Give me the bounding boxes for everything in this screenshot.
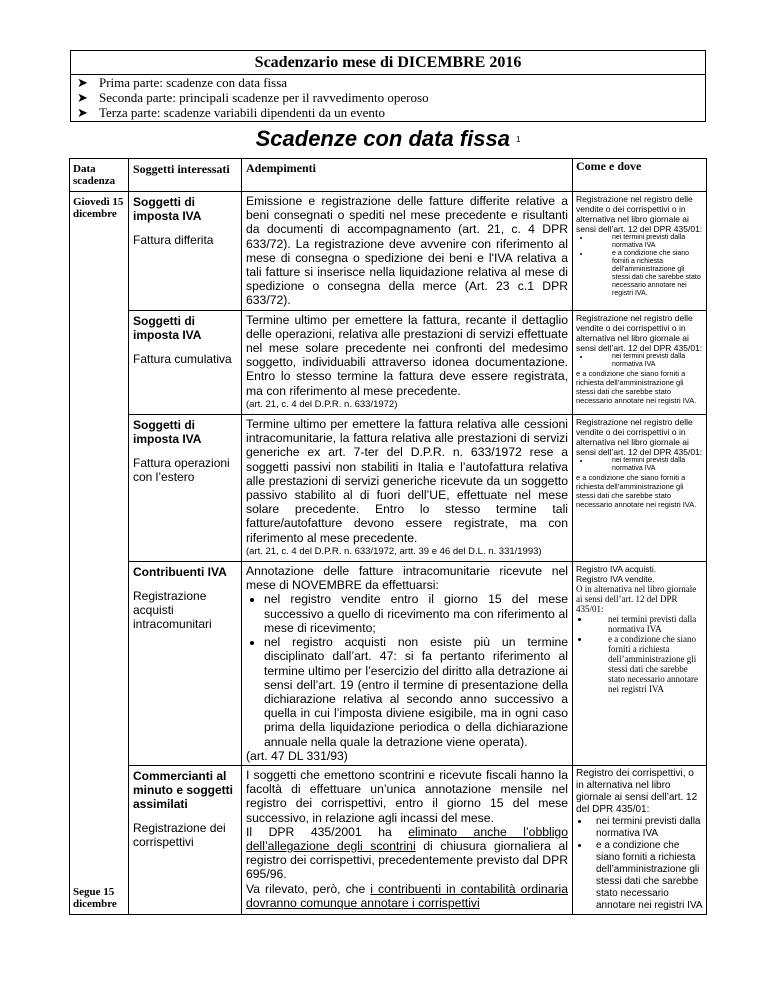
col-header-how-where: Come e dove — [573, 159, 707, 192]
where-list — [576, 816, 703, 912]
list-item: ➤ Terza parte: scadenze variabili dipendenti da un evento — [77, 105, 386, 120]
table-header-row — [70, 159, 707, 192]
list-item: • e a condizione che siano forniti a richiesta dell’amministrazione gli stessi dati che sarebbe stato necessario annotare nei registri IVA — [590, 634, 703, 694]
date-bottom: Segue 15 dicembre — [73, 885, 117, 910]
where-list — [576, 353, 703, 369]
task-text: Annotazione delle fatture intracomunitarie ricevute nel mese di NOVEMBRE da effettuarsi: — [246, 564, 568, 593]
col-header-subjects: Soggetti interessati — [129, 159, 242, 192]
col-header-date: Data scadenza — [70, 159, 129, 192]
subject-label: Soggetti di imposta IVA — [133, 195, 202, 223]
task-text: Emissione e registrazione delle fatture differite relative a beni consegnati o spediti nel mese precedente e risultanti da documenti di accompagnamento (art. 21, c. 4 DPR 633/72). La registrazione deve avvenire con riferimento al mese di consegna o spedizione dei beni e l'IVA relativa a tali fatture si inserisce nella liquidazione relativa al mese di spedizione o consegna della merce (Art. 23 c.1 DPR 633/72). — [246, 194, 568, 308]
where-text: Registrazione nel registro delle vendite o dei corrispettivi o in alternativa nel libro giornale ai sensi dell’art. 12 del DPR 435/01: — [576, 417, 703, 458]
task-text-1: I soggetti che emettono scontrini e ricevute fiscali hanno la facoltà di effettuare un’unica annotazione mensile nel registro dei corrispettivi, entro il giorno 15 del mese successivo, in relazione agli incassi del mese. — [246, 767, 568, 825]
where-line-2: Registro IVA vendite. — [576, 574, 655, 585]
table-row — [70, 415, 707, 562]
list-item: • nei termini previsti dalla normativa IVA — [590, 234, 703, 250]
task-cell — [242, 562, 573, 766]
col-header-tasks: Adempimenti — [242, 159, 573, 192]
task-cell — [242, 765, 573, 914]
table-row — [70, 310, 707, 414]
subject-label: Contribuenti IVA — [133, 565, 227, 580]
parts-list — [71, 75, 705, 121]
where-tail: e a condizione che siano forniti a richiesta dell’amministrazione gli stessi dati che sarebbe stato necessario annotare nei registri IVA. — [576, 368, 697, 405]
law-reference: (art. 47 DL 331/93) — [246, 748, 348, 763]
date-top: Giovedì 15 dicembre — [73, 196, 124, 220]
subject-cell — [129, 192, 242, 311]
task-text-2: Il DPR 435/2001 ha eliminato anche l’obbligo dell’allegazione degli scontrini di chiusura giornaliera al registro dei corrispettivi, precedentemente previsto dal DPR 695/96. — [246, 824, 568, 882]
kind-label: Registrazione dei corrispettivi — [133, 820, 226, 849]
task-text-3: Va rilevato, però, che i contribuenti in contabilità ordinaria dovranno comunque annotare i corrispettivi — [246, 881, 568, 910]
subject-cell — [129, 310, 242, 414]
subject-cell — [129, 562, 242, 766]
list-item: • e a condizione che siano forniti a richiesta dell’amministrazione gli stessi dati che sarebbe stato necessario annotare nei registri IVA — [590, 840, 703, 912]
subject-cell — [129, 415, 242, 562]
where-text: O in alternativa nel libro giornale ai sensi dell’art. 12 del DPR 435/01: — [576, 584, 697, 615]
arrow-bullet-icon: ➤ — [77, 90, 88, 105]
date-cell — [70, 192, 129, 915]
where-text: Registrazione nel registro delle vendite o dei corrispettivi o in alternativa nel libro giornale ai sensi dell’art. 12 del DPR 435/01: — [576, 312, 703, 353]
subject-label: Soggetti di imposta IVA — [133, 313, 202, 342]
list-item: • nei termini previsti dalla normativa IVA — [590, 614, 703, 634]
kind-label: Fattura cumulativa — [133, 351, 232, 366]
table-row — [70, 192, 707, 311]
where-text: Registro dei corrispettivi, o in alternativa nel libro giornale ai sensi dell’art. 12 del DPR 435/01: — [576, 767, 698, 815]
list-item: • nel registro vendite entro il giorno 15 del mese successivo a quello di ricevimento ma con riferimento al mese di ricevimento; — [264, 592, 568, 635]
list-item: • e a condizione che siano forniti a richiesta dell’amministrazione gli stessi dati che sarebbe stato necessario annotare nei registri IVA. — [590, 250, 703, 298]
where-tail: e a condizione che siano forniti a richiesta dell’amministrazione gli stessi dati che sarebbe stato necessario annotare nei registri IVA. — [576, 473, 697, 510]
where-cell — [573, 415, 707, 562]
page — [70, 50, 706, 915]
kind-label: Fattura operazioni con l’estero — [133, 456, 230, 485]
where-list — [576, 457, 703, 473]
task-text: Termine ultimo per emettere la fattura, recante il dettaglio delle operazioni, relativa alle prestazioni di servizi effettuate nel mese solare precedente nei confronti del medesimo soggetto, individuabili attraverso idonea documentazione. Entro lo stesso termine la fattura deve essere registrata, ma con riferimento al mese precedente. — [246, 312, 568, 398]
list-item: ➤ Prima parte: scadenze con data fissa — [77, 75, 288, 90]
subject-label: Soggetti di imposta IVA — [133, 418, 202, 447]
where-list — [576, 234, 703, 298]
task-cell — [242, 415, 573, 562]
list-item: • nel registro acquisti non esiste più un termine disciplinato dall’art. 47: si fa pertanto riferimento al termine ultimo per l’esercizio del diritto alla detrazione ai sensi dell’art. 19 (entro il termine di presentazione della dichiarazione relativa al secondo anno successivo a quella in cui l’imposta diviene esigibile, ma in ogni caso prima della liquidazione periodica o della dichiarazione annuale nella quale la detrazione viene operata). — [264, 635, 568, 749]
subject-label: Commercianti al minuto e soggetti assimilati — [133, 768, 233, 811]
arrow-bullet-icon: ➤ — [77, 105, 88, 120]
where-line-1: Registro IVA acquisti. — [576, 564, 657, 575]
where-text: Registrazione nel registro delle vendite o dei corrispettivi o in alternativa nel libro giornale ai sensi dell’art. 12 del DPR 435/01: — [576, 194, 703, 234]
document-title: Scadenzario mese di DICEMBRE 2016 — [71, 51, 705, 75]
table-row — [70, 562, 707, 766]
law-reference: (art. 21, c. 4 del D.P.R. n. 633/1972, artt. 39 e 46 del D.L. n. 331/1993) — [246, 545, 542, 557]
where-list — [576, 614, 703, 694]
kind-label: Registrazione acquisti intracomunitari — [133, 589, 212, 632]
where-cell — [573, 192, 707, 311]
subject-cell — [129, 765, 242, 914]
where-cell — [573, 562, 707, 766]
where-cell — [573, 765, 707, 914]
header-box — [70, 50, 706, 122]
list-item: ➤ Seconda parte: principali scadenze per il ravvedimento operoso — [77, 90, 429, 105]
kind-label: Fattura differita — [133, 233, 214, 247]
task-cell — [242, 310, 573, 414]
list-item: • nei termini previsti dalla normativa IVA — [590, 457, 703, 473]
footnote-marker: 1 — [515, 135, 521, 144]
list-item: • nei termini previsti dalla normativa IVA — [590, 816, 703, 840]
law-reference: (art. 21, c. 4 del D.P.R. n. 633/1972) — [246, 398, 398, 410]
list-item: • nei termini previsti dalla normativa IVA — [590, 353, 703, 369]
arrow-bullet-icon: ➤ — [77, 75, 88, 90]
table-row — [70, 765, 707, 914]
task-list — [246, 592, 568, 748]
deadline-table — [69, 158, 707, 915]
where-cell — [573, 310, 707, 414]
section-title: Scadenze con data fissa $^1$ — [255, 126, 521, 151]
task-cell — [242, 192, 573, 311]
task-text: Termine ultimo per emettere la fattura relativa alle cessioni intracomunitarie, la fattura relativa alle prestazioni di servizi generiche ex art. 7-ter del D.P.R. n. 633/1972 rese a soggetti passivi non stabiliti in Italia e l’autofattura relativa alle prestazioni di servizi generiche ricevute da un soggetto passivo stabilito al di fuori dell’UE, effettuate nel mese solare precedente. Entro lo stesso termine tali fatture/autofatture devono essere registrate, ma con riferimento al mese precedente. — [246, 417, 568, 545]
